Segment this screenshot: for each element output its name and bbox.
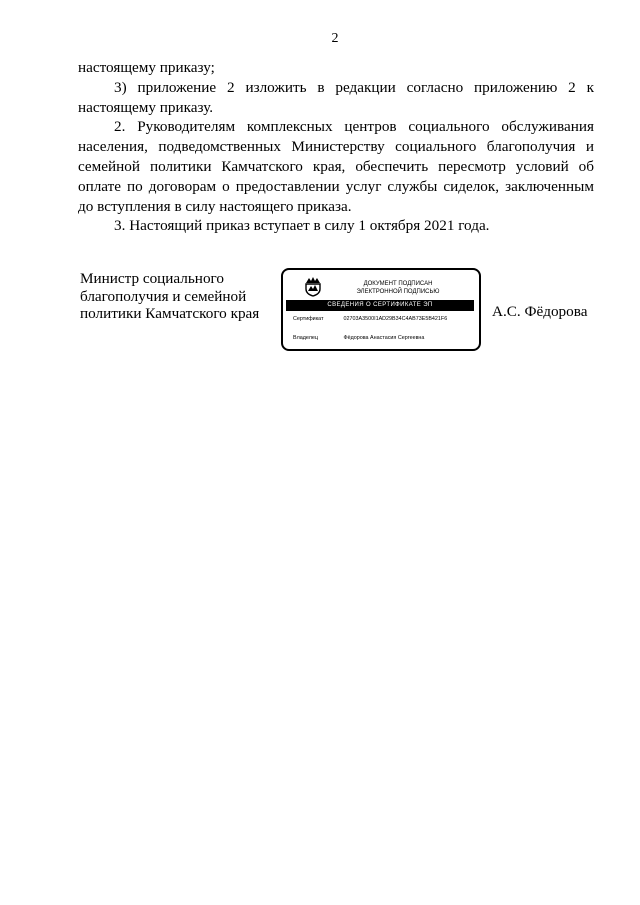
- paragraph-2: 2. Руководителям комплексных центров социального обслуживания населения, подведомственных Министерству социального благополучия и семейной политики Камчатского края, обеспечить пересмотр условий об оплате по договорам о предоставлении услуг службы сиделок, заключенным до вступления в силу настоящего приказа.: [78, 118, 594, 215]
- signer-title-line: благополучия и семейной: [80, 287, 247, 305]
- certificate-label: Сертификат: [293, 316, 324, 322]
- stamp-owner-row: [293, 335, 424, 341]
- stamp-certificate-row: [293, 316, 447, 322]
- page-number: 2: [331, 31, 339, 46]
- owner-label: Владелец: [293, 335, 318, 341]
- stamp-certificate-bar: СВЕДЕНИЯ О СЕРТИФИКАТЕ ЭП: [286, 300, 474, 311]
- stamp-heading: [323, 280, 473, 296]
- e-signature-stamp: [281, 268, 481, 351]
- document-body: [78, 58, 594, 236]
- stamp-heading-line: ДОКУМЕНТ ПОДПИСАН: [363, 281, 433, 287]
- paragraph-continuation: настоящему приказу;: [78, 59, 215, 76]
- coat-of-arms-icon: [303, 275, 323, 297]
- signer-title: [80, 270, 280, 323]
- signer-name: А.С. Фёдорова: [492, 303, 588, 320]
- paragraph-3: 3. Настоящий приказ вступает в силу 1 октября 2021 года.: [114, 217, 490, 235]
- certificate-value: 02703A3500I1AD29B34C4AB73E5B421F6: [343, 316, 448, 322]
- paragraph-item-3: 3) приложение 2 изложить в редакции согласно приложению 2 к настоящему приказу.: [78, 78, 594, 116]
- signer-title-line: Министр социального: [80, 270, 224, 287]
- signer-title-line: политики Камчатского края: [80, 305, 260, 322]
- stamp-heading-line: ЭЛЕКТРОННОЙ ПОДПИСЬЮ: [356, 289, 440, 295]
- owner-value: Фёдорова Анастасия Сергеевна: [343, 335, 425, 341]
